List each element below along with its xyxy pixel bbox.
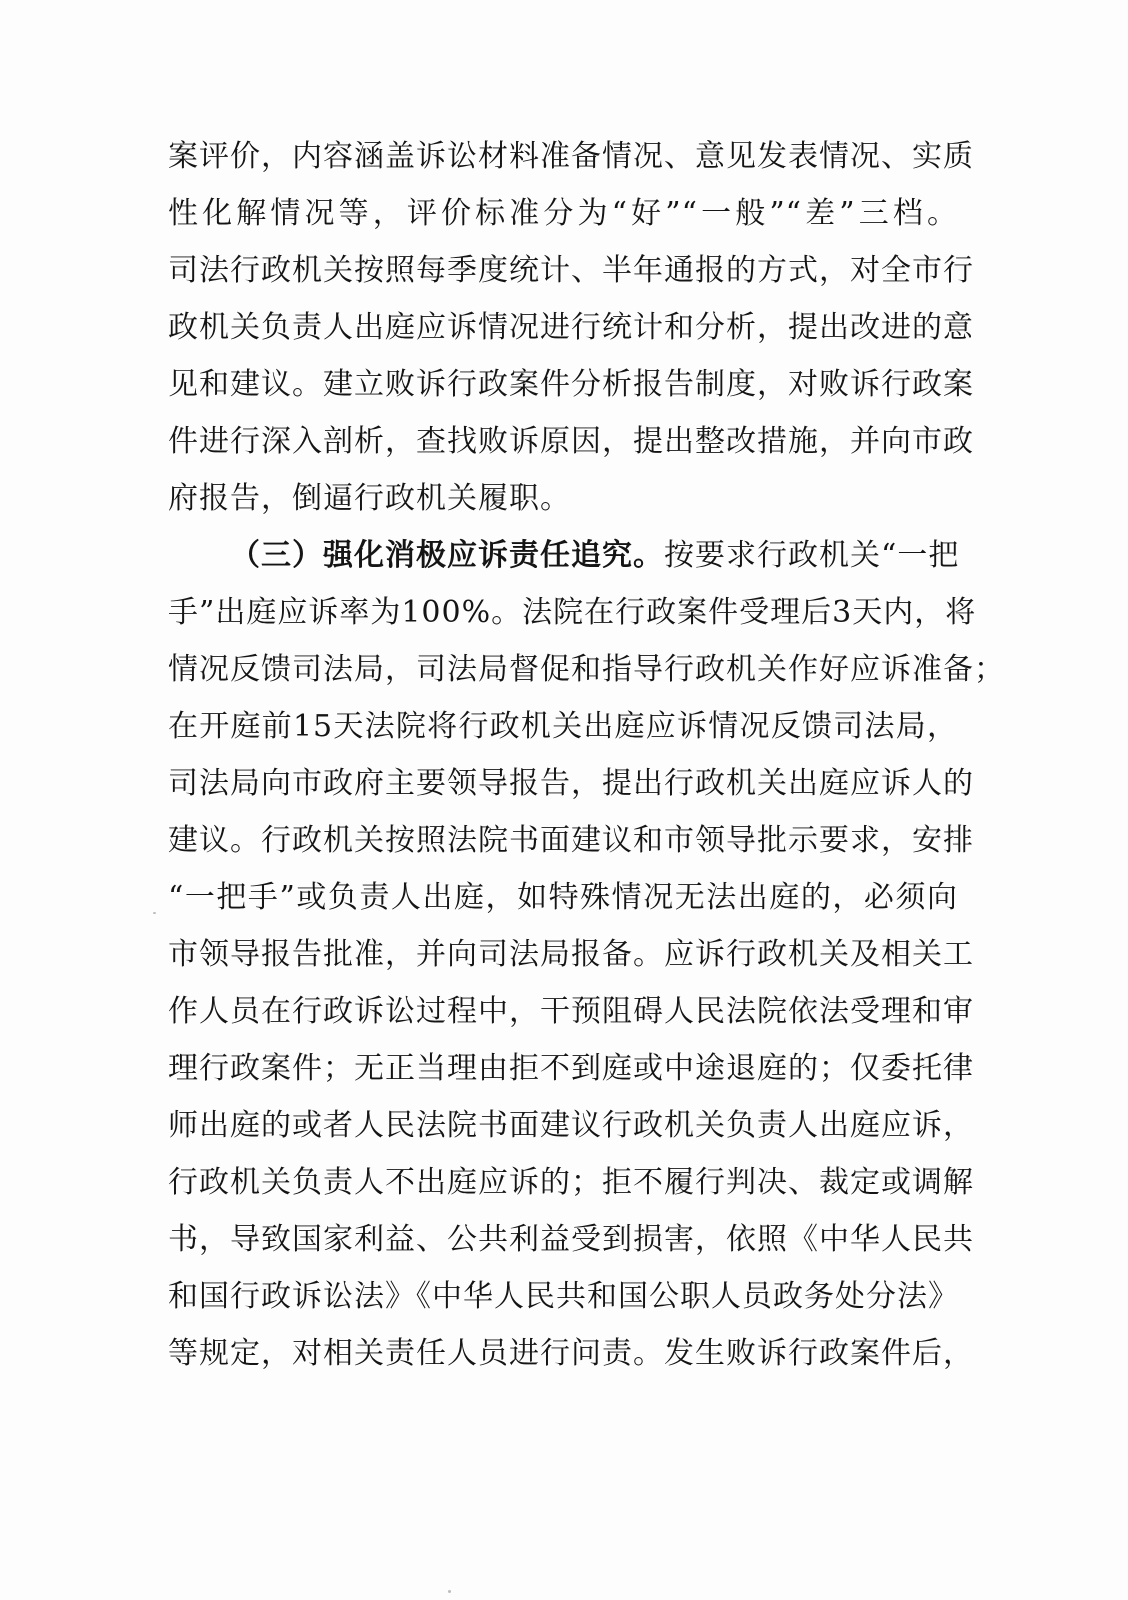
paragraph-line: 司法行政机关按照每季度统计、半年通报的方式，对全市行	[168, 253, 974, 288]
paragraph-line: 行政机关负责人不出庭应诉的；拒不履行判决、裁定或调解	[168, 1165, 974, 1200]
paragraph-line: 政机关负责人出庭应诉情况进行统计和分析，提出改进的意	[168, 310, 974, 345]
paragraph-line: 等规定，对相关责任人员进行问责。发生败诉行政案件后，	[168, 1336, 974, 1371]
paragraph-line: 市领导报告批准，并向司法局报备。应诉行政机关及相关工	[168, 937, 974, 972]
scan-speck	[448, 1590, 451, 1593]
section-heading: （三）强化消极应诉责任追究。	[230, 538, 664, 573]
paragraph-line: 师出庭的或者人民法院书面建议行政机关负责人出庭应诉，	[168, 1108, 974, 1143]
paragraph-line: 件进行深入剖析，查找败诉原因，提出整改措施，并向市政	[168, 424, 974, 459]
scan-speck	[153, 912, 156, 914]
paragraph-line: 府报告，倒逼行政机关履职。	[168, 481, 571, 516]
paragraph-line: “一把手”或负责人出庭，如特殊情况无法出庭的，必须向	[168, 880, 958, 915]
paragraph-line: 和国行政诉讼法》《中华人民共和国公职人员政务处分法》	[168, 1279, 959, 1314]
paragraph-line: 建议。行政机关按照法院书面建议和市领导批示要求，安排	[168, 823, 974, 858]
paragraph-line: 作人员在行政诉讼过程中，干预阻碍人民法院依法受理和审	[168, 994, 974, 1029]
paragraph-line: 见和建议。建立败诉行政案件分析报告制度，对败诉行政案	[168, 367, 974, 402]
paragraph-line: 司法局向市政府主要领导报告，提出行政机关出庭应诉人的	[168, 766, 974, 801]
paragraph-line: 手”出庭应诉率为100%。法院在行政案件受理后3天内，将	[168, 595, 977, 630]
paragraph-line: 情况反馈司法局，司法局督促和指导行政机关作好应诉准备；	[168, 652, 1005, 687]
paragraph-line: 在开庭前15天法院将行政机关出庭应诉情况反馈司法局，	[168, 709, 958, 744]
document-body	[168, 128, 1005, 1382]
paragraph-line: 性化解情况等，评价标准分为“好”“一般”“差”三档。	[168, 196, 958, 231]
paragraph-line: 理行政案件；无正当理由拒不到庭或中途退庭的；仅委托律	[168, 1051, 974, 1086]
paragraph-line: 案评价，内容涵盖诉讼材料准备情况、意见发表情况、实质	[168, 139, 974, 174]
paragraph-text: 按要求行政机关“一把	[664, 538, 960, 573]
section-heading-line	[168, 527, 958, 584]
paragraph-line: 书，导致国家利益、公共利益受到损害，依照《中华人民共	[168, 1222, 974, 1257]
